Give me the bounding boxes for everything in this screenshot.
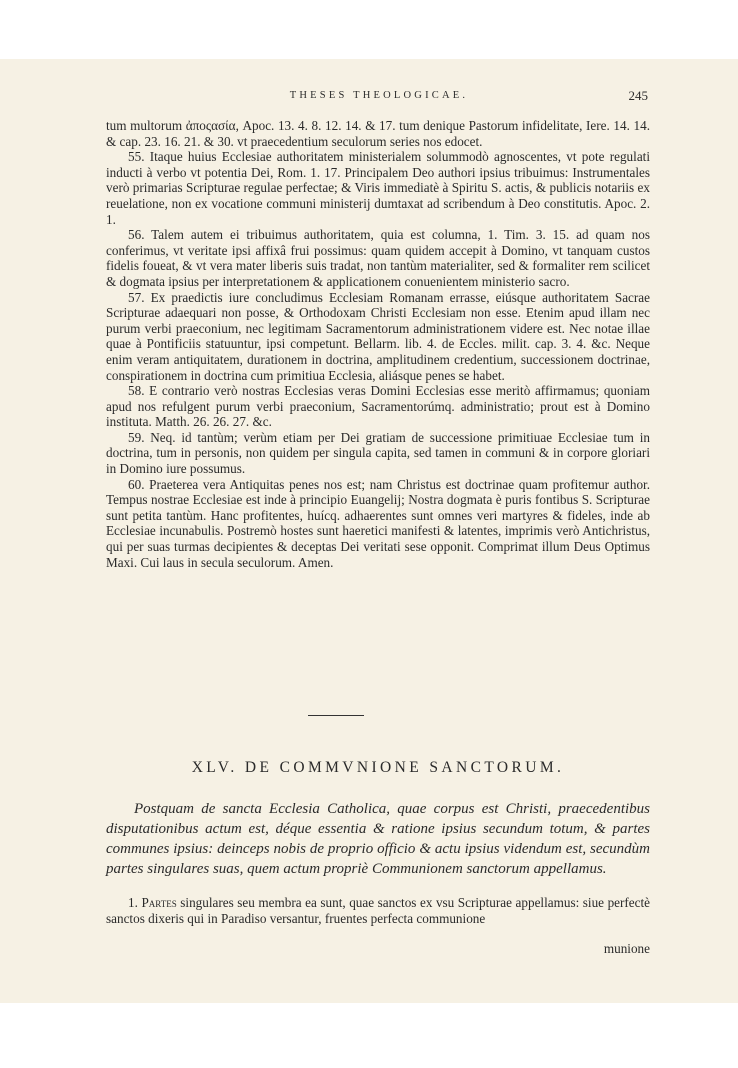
running-title: THESES THEOLOGICAE.: [289, 90, 469, 101]
paragraph-continued: tum multorum ἀποςασία, Apoc. 13. 4. 8. 12. 14. & 17. tum denique Pastorum infidelitate, Iere. 14. 14. & cap. 23. 16. 21. & 30. vt praecedentium seculorum series nos edocet.: [106, 118, 650, 149]
catchword: munione: [603, 941, 650, 956]
paragraph-60: 60. Praeterea vera Antiquitas penes nos est; nam Christus est doctrinae quam profitemur author. Tempus nostrae Ecclesiae est inde à principio Euangelij; Nostra dogmata è puris fontibus S. Scripturae sunt petita tantùm. Hanc profitentes, huícq. adhaerentes sunt omnes veri martyres & fideles, inde ab Ecclesiae incunabulis. Postremò hostes sunt haeretici manifesti & latentes, imprimis verò Antichristus, qui per suas turmas decipientes & deceptas Dei veritati sese opponit. Comprimat illum Deus Optimus Maxi. Cui laus in secula seculorum. Amen.: [106, 476, 650, 570]
paragraph-1: [106, 895, 650, 926]
paragraph-59: 59. Neq. id tantùm; verùm etiam per Dei gratiam de successione primitiuae Ecclesiae tum in doctrina, tum in personis, non quidem per singula capita, sed tamen in communi & in corpore gloriari in Domino iure possumus.: [106, 429, 650, 477]
section-divider: [308, 715, 364, 716]
paragraph-1-text: singulares seu membra ea sunt, quae sanctos ex vsu Scripturae appellamus: siue perfectè sanctos dixeris qui in Paradiso versantur, fruentes perfecta communione: [106, 895, 651, 926]
paragraph-56: 56. Talem autem ei tribuimus authoritatem, quia est columna, 1. Tim. 3. 15. ad quam nos conferimus, vt veritate ipsi affixâ frui possimus: quam quidem accepit à Domino, vt tanquam custos fidelis foueat, & vt vera mater liberis suis tradat, non tantùm materialiter, sed & formaliter rem scilicet & dogmata ipsius per interpretationem & applicationem conuenientem ministerio sacro.: [106, 227, 650, 289]
paragraph-58: 58. E contrario verò nostras Ecclesias veras Domini Ecclesias esse meritò affirmamus; quoniam apud nos refulgent purum verbi praeconium, Sacramentorúmq. administratio; prout est à Domino instituta. Matth. 26. 26. 27. &c.: [106, 383, 650, 430]
body-text: [106, 118, 650, 570]
book-page: [0, 59, 738, 1003]
paragraph-55: 55. Itaque huius Ecclesiae authoritatem ministerialem solummodò agnoscentes, vt pote regulati inducti à verbo vt potentia Dei, Rom. 1. 17. Principalem Deo authori ipsius tribuimus: Instrumentales verò primarias Scripturae regulae perfectae; & Viris immediatè à Spiritu S. actis, & publicis notariis ex reuelatione, non ex vocatione communi ministerij dumtaxat ad scribendum à Deo constitutis. Apoc. 2. 1.: [106, 149, 650, 227]
paragraph-57: 57. Ex praedictis iure concludimus Ecclesiam Romanam errasse, eiúsque authoritatem Sacrae Scripturae adaequari non posse, & Orthodoxam Christi Ecclesiam non esse. Etenim apud illam nec purum verbi praeconium, nec legitimam Sacramentorum administrationem videre est. Nec notae illae quae à Pontificiis statuuntur, ipsi competunt. Bellarm. lib. 4. de Eccles. milit. cap. 3. 4. &c. Neque enim veram antiquitatem, durationem in doctrina, amplitudinem credentium, successionem doctrinae, conspirationem in doctrina cum primitiua Ecclesia, aliásque penes se habet.: [106, 289, 650, 383]
section-title: XLV. DE COMMVNIONE SANCTORUM.: [191, 759, 565, 776]
page-number: 245: [628, 88, 648, 103]
paragraph-1-lead: Partes: [141, 895, 177, 910]
paragraph-1-number: 1.: [128, 895, 138, 910]
section-intro: Postquam de sancta Ecclesia Catholica, quae corpus est Christi, praecedentibus disputationibus actum est, déque essentia & ratione ipsius secundum totum, & partes communes ipsius: deinceps nobis de proprio officio & actu ipsius videndum est, secundùm partes singulares suas, quem actum propriè Communionem sanctorum appellamus.: [106, 801, 650, 877]
page-header: [110, 90, 648, 106]
